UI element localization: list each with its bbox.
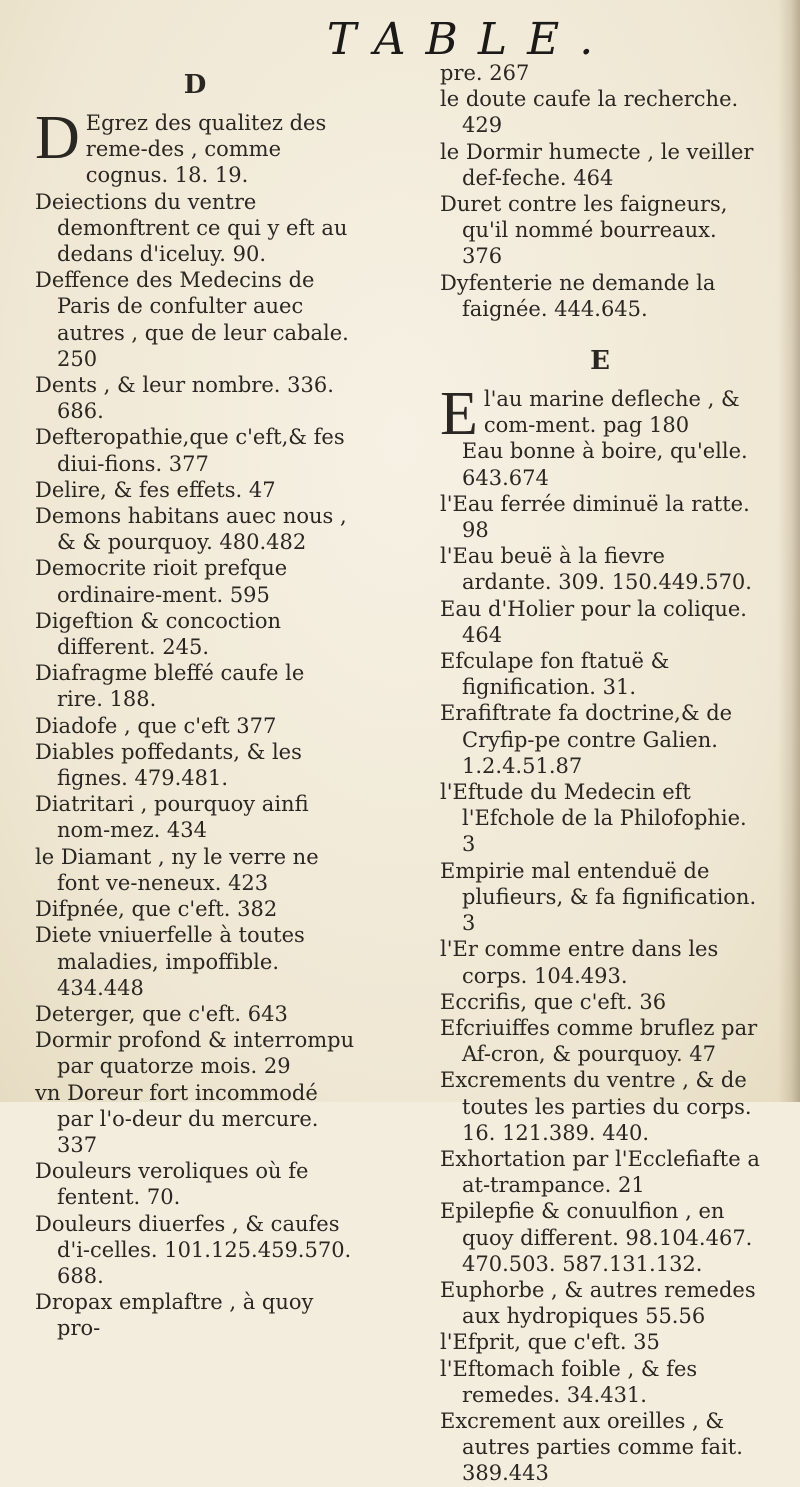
index-entry: Difpnée, que c'eft. 382 <box>35 897 278 922</box>
index-entry: Dropax emplaftre , à quoy pro- <box>35 1290 314 1341</box>
right-entry-list <box>440 438 760 1486</box>
index-entry: Deterger, que c'eft. 643 <box>35 1001 288 1026</box>
index-entry: Diadofe , que c'eft 377 <box>35 713 277 738</box>
index-entry: Dents , & leur nombre. 336. 686. <box>35 373 334 424</box>
index-entry: Excrements du ventre , & de toutes les parties du corps. 16. 121.389. 440. <box>440 1068 752 1145</box>
index-entry: Excrement aux oreilles , & autres parties comme fait. 389.443 <box>440 1408 743 1486</box>
index-entry: Douleurs veroliques où fe fentent. 70. <box>35 1159 309 1210</box>
index-entry: le Diamant , ny le verre ne font ve-neneux. 423 <box>35 844 319 895</box>
running-head-title: TABLE. <box>326 14 614 65</box>
index-entry: Delire, & fes effets. 47 <box>35 477 276 502</box>
drop-cap-e: E <box>440 380 478 449</box>
index-entry: Demons habitans auec nous , & & pourquoy. 480.482 <box>35 504 347 555</box>
index-entry: Duret contre les faigneurs, qu'il nommé bourreaux. 376 <box>440 192 728 269</box>
index-entry: pre. 267 <box>440 61 530 85</box>
index-entry: Erafiftrate fa doctrine,& de Cryfip-pe contre Galien. 1.2.4.51.87 <box>440 701 733 778</box>
index-entry: l'Eftude du Medecin eft l'Efchole de la Philofophie. 3 <box>440 780 747 857</box>
index-entry: Euphorbe , & autres remedes aux hydropiques 55.56 <box>440 1277 756 1329</box>
index-entry: Empirie mal entenduë de plufieurs, & fa fignification. 3 <box>440 858 757 936</box>
index-entry: le Dormir humecte , le veiller def-feche. 464 <box>440 139 754 190</box>
index-entry: Epilepfie & conuulfion , en quoy different. 98.104.467. 470.503. 587.131.132. <box>440 1199 753 1276</box>
index-entry: Douleurs diuerfes , & caufes d'i-celles. 101.125.459.570. 688. <box>35 1211 352 1288</box>
index-entry: Eccrifis, que c'eft. 36 <box>440 989 667 1014</box>
index-entry: Diete vniuerfelle à toutes maladies, impoffible. 434.448 <box>35 923 305 1000</box>
section-letter-d: D <box>183 70 207 100</box>
index-entry: Dormir profond & interrompu par quatorze mois. 29 <box>35 1028 355 1079</box>
index-entry: Defteropathie,que c'eft,& fes diui-fions. 377 <box>35 425 345 476</box>
index-entry: Deffence des Medecins de Paris de confulter auec autres , que de leur cabale. 250 <box>35 268 349 371</box>
right-column <box>440 60 760 1487</box>
index-entry: l'Efprit, que c'eft. 35 <box>440 1330 660 1355</box>
index-entry: Democrite rioit prefque ordinaire-ment. 595 <box>35 556 288 607</box>
first-entry-text: Egrez des qualitez des reme-des , comme cognus. 18. 19. <box>85 111 327 188</box>
index-entry: le doute caufe la recherche. 429 <box>440 87 739 138</box>
index-entry: vn Doreur fort incommodé par l'o-deur du mercure. 337 <box>35 1080 319 1157</box>
index-entry: Efcriuiffes comme bruflez par Af-cron, & pourquoy. 47 <box>440 1015 758 1067</box>
index-entry: Deiections du ventre demonftrent ce qui y eft au dedans d'iceluy. 90. <box>35 189 348 267</box>
first-entry-prefix: l' <box>483 387 497 412</box>
first-entry-e <box>440 380 760 449</box>
index-entry: Eau d'Holier pour la colique. 464 <box>440 596 747 647</box>
left-column <box>35 60 355 1342</box>
index-entry: l'Eftomach foible , & fes remedes. 34.431. <box>440 1356 698 1407</box>
first-entry-text-e: au marine defleche , & com-ment. pag 180 <box>483 387 740 438</box>
right-top-entry-list <box>440 60 760 322</box>
index-entry: Diafragme bleffé caufe le rire. 188. <box>35 661 305 712</box>
index-entry: l'Er comme entre dans les corps. 104.493. <box>440 937 719 988</box>
first-entry-d <box>35 104 355 189</box>
index-entry: l'Eau ferrée diminuë la ratte. 98 <box>440 491 750 543</box>
index-entry: Eau bonne à boire, qu'elle. 643.674 <box>461 439 748 490</box>
drop-cap-d: D <box>35 104 80 172</box>
index-entry: Diatritari , pourquoy ainfi nom-mez. 434 <box>35 792 309 843</box>
left-entry-list <box>35 189 355 1342</box>
index-entry: Exhortation par l'Ecclefiafte a at-trampance. 21 <box>440 1146 760 1198</box>
index-entry: Efculape fon ftatuë & fignification. 31. <box>440 649 670 700</box>
index-entry: Dyfenterie ne demande la faignée. 444.645. <box>440 270 716 321</box>
index-entry: Diables poffedants, & les fignes. 479.481. <box>35 739 302 791</box>
page-edge-shadow <box>778 0 800 1102</box>
section-letter-e: E <box>590 346 610 377</box>
index-entry: l'Eau beuë à la fievre ardante. 309. 150.449.570. <box>440 544 752 595</box>
index-entry: Digeftion & concoction different. 245. <box>35 608 281 660</box>
